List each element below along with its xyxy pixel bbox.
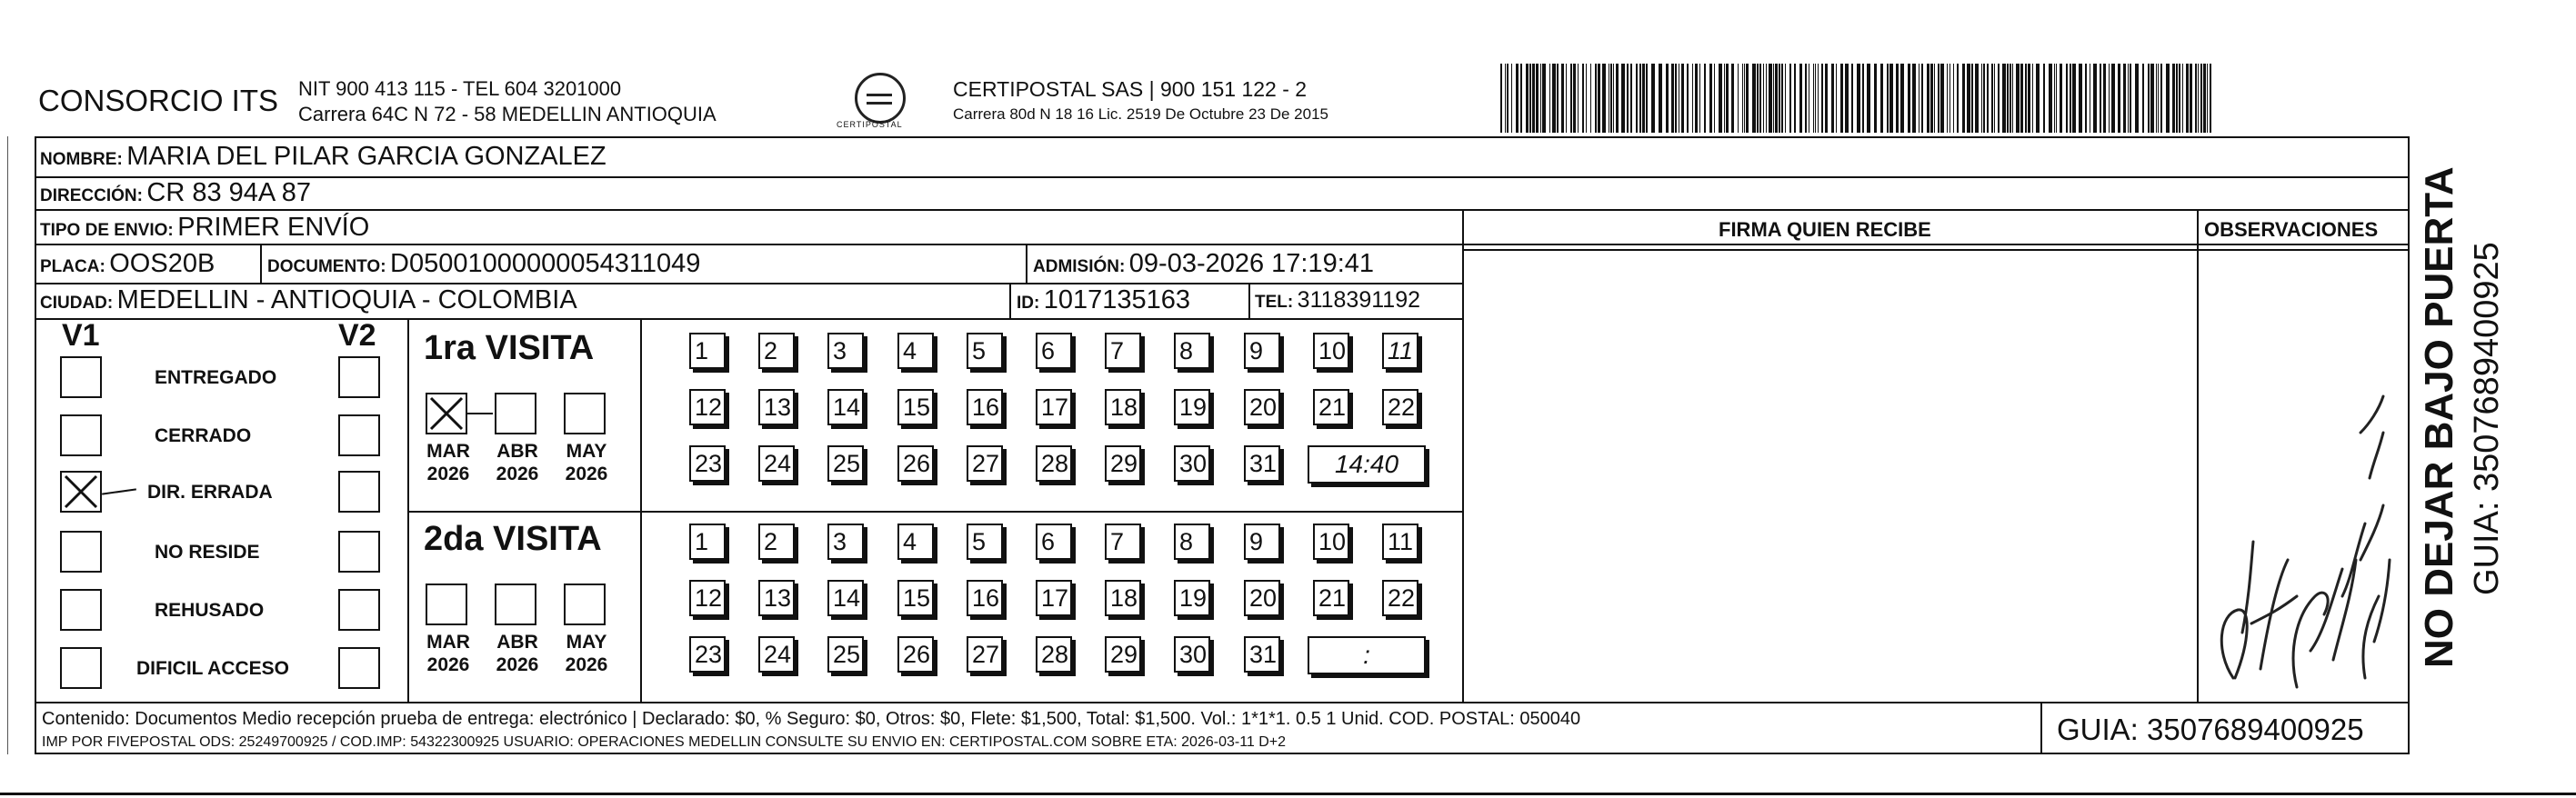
day-box[interactable]: 3 — [827, 524, 864, 560]
month-checkbox[interactable] — [564, 584, 606, 625]
day-box[interactable]: 16 — [967, 389, 1003, 425]
day-box[interactable]: 23 — [689, 636, 726, 673]
day-box[interactable]: 28 — [1036, 636, 1072, 673]
month-checkbox[interactable] — [495, 393, 536, 434]
month-label — [416, 440, 480, 485]
status-label: CERRADO — [155, 425, 252, 446]
month-checkbox-checked[interactable] — [426, 393, 467, 434]
admision-value: 09-03-2026 17:19:41 — [1128, 249, 1375, 278]
day-box[interactable]: 23 — [689, 445, 726, 482]
day-box[interactable]: 4 — [897, 333, 934, 369]
direccion-value: CR 83 94A 87 — [146, 178, 311, 207]
day-box[interactable]: 22 — [1382, 389, 1418, 425]
logo-text: CERTIPOSTAL — [837, 120, 903, 129]
company-address-line: Carrera 64C N 72 - 58 MEDELLIN ANTIOQUIA — [298, 103, 717, 125]
day-box[interactable]: 18 — [1105, 389, 1141, 425]
day-box[interactable]: 28 — [1036, 445, 1072, 482]
month-name: ABR — [496, 441, 538, 462]
status-v2-checkbox[interactable] — [338, 471, 380, 513]
barcode-icon — [1500, 64, 2219, 133]
v2-label: V2 — [338, 318, 376, 353]
check-stroke — [466, 413, 493, 414]
status-v1-checkbox[interactable] — [60, 531, 102, 573]
day-box[interactable]: 13 — [758, 580, 795, 616]
day-box[interactable]: 4 — [897, 524, 934, 560]
observaciones-label: OBSERVACIONES — [2204, 218, 2379, 241]
month-year: 2026 — [426, 654, 470, 675]
tipo-value: PRIMER ENVÍO — [177, 213, 370, 242]
day-box[interactable]: 29 — [1105, 445, 1141, 482]
day-box[interactable]: 21 — [1313, 389, 1349, 425]
documento-value: D05001000000054311049 — [390, 249, 701, 278]
day-box[interactable]: 30 — [1174, 636, 1210, 673]
day-box[interactable]: 16 — [967, 580, 1003, 616]
day-box[interactable]: 19 — [1174, 580, 1210, 616]
month-checkbox[interactable] — [564, 393, 606, 434]
day-box[interactable]: 24 — [758, 445, 795, 482]
status-v2-checkbox[interactable] — [338, 531, 380, 573]
day-box[interactable]: 31 — [1244, 636, 1280, 673]
day-box[interactable]: 24 — [758, 636, 795, 673]
month-checkbox[interactable] — [495, 584, 536, 625]
day-box[interactable]: 8 — [1174, 333, 1210, 369]
time-box[interactable]: 14:40 — [1308, 445, 1426, 484]
day-box[interactable]: 22 — [1382, 580, 1418, 616]
day-box[interactable]: 11 — [1382, 524, 1418, 560]
time-box[interactable]: : — [1308, 636, 1426, 674]
day-box[interactable]: 29 — [1105, 636, 1141, 673]
day-box[interactable]: 12 — [689, 580, 726, 616]
documento-label: DOCUMENTO: — [267, 257, 386, 276]
certipostal-line1: CERTIPOSTAL SAS | 900 151 122 - 2 — [953, 77, 1308, 101]
day-box[interactable]: 26 — [897, 445, 934, 482]
day-box[interactable]: 27 — [967, 445, 1003, 482]
status-v1-checkbox[interactable] — [60, 647, 102, 689]
guia-number: GUIA: 3507689400925 — [2057, 713, 2364, 746]
month-year: 2026 — [565, 654, 608, 675]
day-box[interactable]: 12 — [689, 389, 726, 425]
day-box[interactable]: 9 — [1244, 524, 1280, 560]
nombre-value: MARIA DEL PILAR GARCIA GONZALEZ — [126, 142, 606, 171]
day-box[interactable]: 5 — [967, 333, 1003, 369]
firma-label: FIRMA QUIEN RECIBE — [1719, 218, 1931, 241]
side-guia: GUIA: 3507689400925 — [2468, 242, 2506, 595]
day-box[interactable]: 6 — [1036, 524, 1072, 560]
status-v1-checkbox[interactable] — [60, 356, 102, 398]
day-box[interactable]: 27 — [967, 636, 1003, 673]
month-year: 2026 — [496, 464, 539, 484]
day-box[interactable]: 19 — [1174, 389, 1210, 425]
direccion-label: DIRECCIÓN: — [40, 186, 143, 205]
day-box[interactable]: 31 — [1244, 445, 1280, 482]
day-box[interactable]: 17 — [1036, 580, 1072, 616]
day-box[interactable]: 13 — [758, 389, 795, 425]
visit1-title: 1ra VISITA — [424, 329, 595, 367]
day-box-checked[interactable]: 11 — [1382, 333, 1418, 369]
month-label — [416, 631, 480, 676]
nombre-row — [40, 142, 606, 172]
day-box[interactable]: 7 — [1105, 333, 1141, 369]
month-label — [486, 631, 549, 676]
day-box[interactable]: 14 — [827, 389, 864, 425]
day-box[interactable]: 10 — [1313, 524, 1349, 560]
id-value: 1017135163 — [1043, 285, 1191, 314]
day-box[interactable]: 10 — [1313, 333, 1349, 369]
certipostal-line2: Carrera 80d N 18 16 Lic. 2519 De Octubre 23 De 2015 — [953, 105, 1328, 123]
day-box[interactable]: 3 — [827, 333, 864, 369]
status-v1-checkbox[interactable] — [60, 589, 102, 631]
month-name: ABR — [496, 632, 538, 653]
day-box[interactable]: 8 — [1174, 524, 1210, 560]
visit2-title: 2da VISITA — [424, 520, 602, 558]
month-checkbox[interactable] — [426, 584, 467, 625]
guide-form — [35, 136, 2410, 754]
day-box[interactable]: 15 — [897, 580, 934, 616]
status-v1-checkbox[interactable] — [60, 414, 102, 456]
placa-label: PLACA: — [40, 257, 105, 276]
day-box[interactable]: 20 — [1244, 389, 1280, 425]
month-label — [555, 631, 618, 676]
status-v2-checkbox[interactable] — [338, 647, 380, 689]
status-label: DIFICIL ACCESO — [136, 658, 290, 679]
v1-label: V1 — [62, 318, 100, 353]
footer-print-info: IMP POR FIVEPOSTAL ODS: 25249700925 / COD.IMP: 54322300925 USUARIO: OPERACIONES MEDELLIN CONSULTE SU ENVIO EN: CERTIPOSTAL.COM SOBRE ETA: 2026-03-11 D+2 — [42, 734, 1287, 750]
documento-row — [267, 249, 700, 279]
footer-content: Contenido: Documentos Medio recepción prueba de entrega: electrónico | Declarado: $0, % Seguro: $0, Otros: $0, Flete: $1,500, Total: $1,500. Vol.: 1*1*1. 0.5 1 Unid. COD. POSTAL: 050040 — [42, 709, 1581, 729]
month-year: 2026 — [565, 464, 608, 484]
certipostal-info — [953, 76, 1328, 127]
month-label — [555, 440, 618, 485]
day-box[interactable]: 7 — [1105, 524, 1141, 560]
admision-label: ADMISIÓN: — [1033, 257, 1126, 276]
day-box[interactable]: 6 — [1036, 333, 1072, 369]
nombre-label: NOMBRE: — [40, 150, 123, 169]
ciudad-label: CIUDAD: — [40, 294, 114, 313]
ciudad-value: MEDELLIN - ANTIOQUIA - COLOMBIA — [116, 285, 577, 314]
company-info — [298, 76, 717, 127]
status-v1-checkbox-checked[interactable] — [60, 471, 102, 513]
day-box[interactable]: 18 — [1105, 580, 1141, 616]
day-box[interactable]: 25 — [827, 636, 864, 673]
day-box[interactable]: 14 — [827, 580, 864, 616]
day-box[interactable]: 30 — [1174, 445, 1210, 482]
handwritten-note-icon — [2197, 251, 2410, 702]
day-box[interactable]: 2 — [758, 524, 795, 560]
side-warning: NO DEJAR BAJO PUERTA — [2417, 166, 2461, 668]
month-year: 2026 — [426, 464, 470, 484]
day-box[interactable]: 9 — [1244, 333, 1280, 369]
admision-row — [1033, 249, 1374, 279]
certipostal-logo-icon — [855, 73, 906, 124]
ciudad-row — [40, 285, 577, 315]
day-box[interactable]: 5 — [967, 524, 1003, 560]
month-name: MAR — [426, 632, 470, 653]
day-box[interactable]: 2 — [758, 333, 795, 369]
month-name: MAR — [426, 441, 470, 462]
day-box[interactable]: 21 — [1313, 580, 1349, 616]
status-v2-checkbox[interactable] — [338, 589, 380, 631]
status-label: REHUSADO — [155, 600, 265, 621]
id-row — [1017, 285, 1190, 315]
day-box[interactable]: 1 — [689, 524, 726, 560]
day-box[interactable]: 20 — [1244, 580, 1280, 616]
status-label: DIR. ERRADA — [147, 482, 273, 503]
status-label: ENTREGADO — [155, 367, 277, 388]
tipo-row — [40, 213, 369, 243]
placa-row — [40, 249, 215, 279]
direccion-row — [40, 178, 311, 208]
month-name: MAY — [566, 632, 607, 653]
month-name: MAY — [566, 441, 607, 462]
month-year: 2026 — [496, 654, 539, 675]
tel-row — [1255, 287, 1420, 314]
day-box[interactable]: 26 — [897, 636, 934, 673]
company-nit-line: NIT 900 413 115 - TEL 604 3201000 — [298, 77, 622, 100]
day-box[interactable]: 17 — [1036, 389, 1072, 425]
id-label: ID: — [1017, 294, 1040, 313]
status-v2-checkbox[interactable] — [338, 356, 380, 398]
day-box[interactable]: 15 — [897, 389, 934, 425]
placa-value: OOS20B — [109, 249, 216, 278]
status-v2-checkbox[interactable] — [338, 414, 380, 456]
observaciones-area[interactable] — [2197, 251, 2410, 702]
month-label — [486, 440, 549, 485]
tipo-label: TIPO DE ENVIO: — [40, 221, 174, 240]
company-name: CONSORCIO ITS — [38, 84, 279, 117]
day-box[interactable]: 1 — [689, 333, 726, 369]
tel-value: 3118391192 — [1297, 287, 1420, 313]
tel-label: TEL: — [1255, 293, 1294, 312]
day-box[interactable]: 25 — [827, 445, 864, 482]
status-label: NO RESIDE — [155, 542, 260, 563]
